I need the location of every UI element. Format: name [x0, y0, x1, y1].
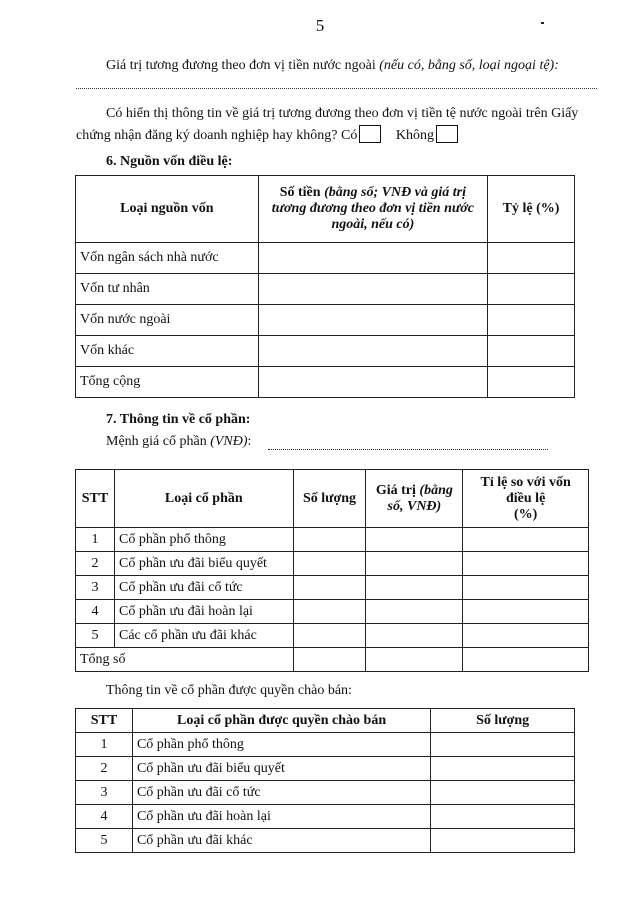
row-stt: 5: [76, 624, 115, 648]
header-quantity: Số lượng: [431, 709, 575, 733]
quantity-cell[interactable]: [293, 576, 366, 600]
ratio-cell[interactable]: [488, 367, 575, 398]
ratio-cell[interactable]: [463, 576, 589, 600]
option-yes-checkbox[interactable]: [359, 125, 381, 143]
value-cell[interactable]: [366, 552, 463, 576]
par-value-line: [106, 434, 251, 450]
option-no-checkbox[interactable]: [436, 125, 458, 143]
row-label: Vốn khác: [76, 336, 259, 367]
row-stt: 3: [76, 576, 115, 600]
table-row: [76, 733, 575, 757]
row-label: Cổ phần ưu đãi cổ tức: [132, 781, 430, 805]
foreign-currency-value-field[interactable]: [76, 88, 597, 89]
row-label: Cổ phần ưu đãi biểu quyết: [132, 757, 430, 781]
row-label: Vốn ngân sách nhà nước: [76, 243, 259, 274]
value-cell[interactable]: [366, 600, 463, 624]
quantity-cell[interactable]: [431, 781, 575, 805]
row-stt: 2: [76, 552, 115, 576]
amount-cell[interactable]: [258, 336, 488, 367]
table-row: [76, 243, 575, 274]
header-value-hint: (bằng số, VNĐ): [387, 482, 453, 514]
table-row: [76, 552, 589, 576]
ratio-cell[interactable]: [463, 528, 589, 552]
table-row: [76, 624, 589, 648]
table-header-row: [76, 470, 589, 528]
row-label: Cổ phần ưu đãi khác: [132, 829, 430, 853]
scan-mark: [541, 22, 544, 24]
quantity-cell[interactable]: [293, 552, 366, 576]
table-row: [76, 305, 575, 336]
display-question-line1: Có hiển thị thông tin về giá trị tương đương theo đơn vị tiền tệ nước ngoài trên Giấy: [106, 106, 579, 121]
row-stt: 1: [76, 528, 115, 552]
table-row: [76, 781, 575, 805]
row-stt: 5: [76, 829, 133, 853]
row-stt: 3: [76, 781, 133, 805]
table-header-row: [76, 709, 575, 733]
offered-shares-table: [75, 708, 575, 853]
foreign-currency-label: Giá trị tương đương theo đơn vị tiền nước ngoài: [106, 58, 376, 73]
value-cell[interactable]: [366, 648, 463, 672]
total-label: Tổng số: [76, 648, 294, 672]
row-label: Cổ phần ưu đãi biểu quyết: [114, 552, 293, 576]
header-ratio-unit: (%): [513, 506, 538, 522]
table-row: [76, 576, 589, 600]
table-row: [76, 829, 575, 853]
ratio-cell[interactable]: [463, 624, 589, 648]
amount-cell[interactable]: [258, 274, 488, 305]
page-number: 5: [315, 16, 325, 35]
quantity-cell[interactable]: [293, 648, 366, 672]
table-row: [76, 274, 575, 305]
row-label: Các cổ phần ưu đãi khác: [114, 624, 293, 648]
table-row: [76, 600, 589, 624]
header-offered-type: Loại cổ phần được quyền chào bán: [132, 709, 430, 733]
par-value-unit: (VNĐ): [210, 434, 248, 449]
foreign-currency-hint: (nếu có, bằng số, loại ngoại tệ):: [379, 58, 559, 73]
row-label: Cổ phần ưu đãi cổ tức: [114, 576, 293, 600]
table-row: [76, 528, 589, 552]
table-row: [76, 757, 575, 781]
row-label: Vốn tư nhân: [76, 274, 259, 305]
header-quantity: Số lượng: [293, 470, 366, 528]
foreign-currency-line: [106, 58, 559, 74]
ratio-cell[interactable]: [463, 600, 589, 624]
quantity-cell[interactable]: [293, 528, 366, 552]
display-question-line2: [76, 125, 462, 144]
row-label: Cổ phần ưu đãi hoàn lại: [114, 600, 293, 624]
table-header-row: [76, 176, 575, 243]
table-total-row: [76, 648, 589, 672]
option-no-label: Không: [395, 128, 434, 143]
offered-shares-title: Thông tin về cổ phần được quyền chào bán:: [106, 683, 352, 698]
ratio-cell[interactable]: [488, 274, 575, 305]
amount-cell[interactable]: [258, 243, 488, 274]
row-stt: 1: [76, 733, 133, 757]
ratio-cell[interactable]: [488, 305, 575, 336]
section7-title: 7. Thông tin về cổ phần:: [106, 412, 251, 427]
header-value: [366, 470, 463, 528]
value-cell[interactable]: [366, 624, 463, 648]
row-label: Cổ phần phổ thông: [132, 733, 430, 757]
ratio-cell[interactable]: [463, 648, 589, 672]
row-stt: 4: [76, 600, 115, 624]
header-share-type: Loại cổ phần: [114, 470, 293, 528]
header-value-lead: Giá trị: [375, 482, 416, 498]
row-label: Vốn nước ngoài: [76, 305, 259, 336]
header-amount: [258, 176, 488, 243]
par-value-label: Mệnh giá cổ phần: [106, 434, 207, 449]
table-row: [76, 367, 575, 398]
header-ratio: [463, 470, 589, 528]
row-stt: 2: [76, 757, 133, 781]
display-question-text: chứng nhận đăng ký doanh nghiệp hay không?: [76, 128, 338, 143]
option-yes-label: Có: [340, 128, 358, 143]
par-value-colon: :: [247, 434, 252, 449]
shares-table: [75, 469, 589, 672]
table-row: [76, 336, 575, 367]
header-amount-lead: Số tiền: [279, 185, 321, 200]
row-label: Cổ phần phổ thông: [114, 528, 293, 552]
quantity-cell[interactable]: [431, 805, 575, 829]
header-amount-hint: (bằng số; VNĐ và giá trị tương đương theo đơn vị tiền nước ngoài, nếu có): [271, 185, 474, 232]
row-stt: 4: [76, 805, 133, 829]
amount-cell[interactable]: [258, 305, 488, 336]
amount-cell[interactable]: [258, 367, 488, 398]
value-cell[interactable]: [366, 528, 463, 552]
value-cell[interactable]: [366, 576, 463, 600]
header-capital-type: Loại nguồn vốn: [76, 176, 259, 243]
row-label: Cổ phần ưu đãi hoàn lại: [132, 805, 430, 829]
header-ratio-lead: Tỉ lệ so với vốn điều lệ: [480, 474, 571, 506]
ratio-cell[interactable]: [488, 336, 575, 367]
ratio-cell[interactable]: [488, 243, 575, 274]
header-stt: STT: [76, 709, 133, 733]
par-value-field[interactable]: [268, 449, 548, 450]
header-stt: STT: [76, 470, 115, 528]
quantity-cell[interactable]: [431, 829, 575, 853]
quantity-cell[interactable]: [431, 757, 575, 781]
quantity-cell[interactable]: [293, 624, 366, 648]
header-ratio: Tỷ lệ (%): [488, 176, 575, 243]
table-row: [76, 805, 575, 829]
charter-capital-table: [75, 175, 575, 398]
quantity-cell[interactable]: [431, 733, 575, 757]
section6-title: 6. Nguồn vốn điều lệ:: [106, 154, 233, 169]
quantity-cell[interactable]: [293, 600, 366, 624]
ratio-cell[interactable]: [463, 552, 589, 576]
row-label: Tổng cộng: [76, 367, 259, 398]
